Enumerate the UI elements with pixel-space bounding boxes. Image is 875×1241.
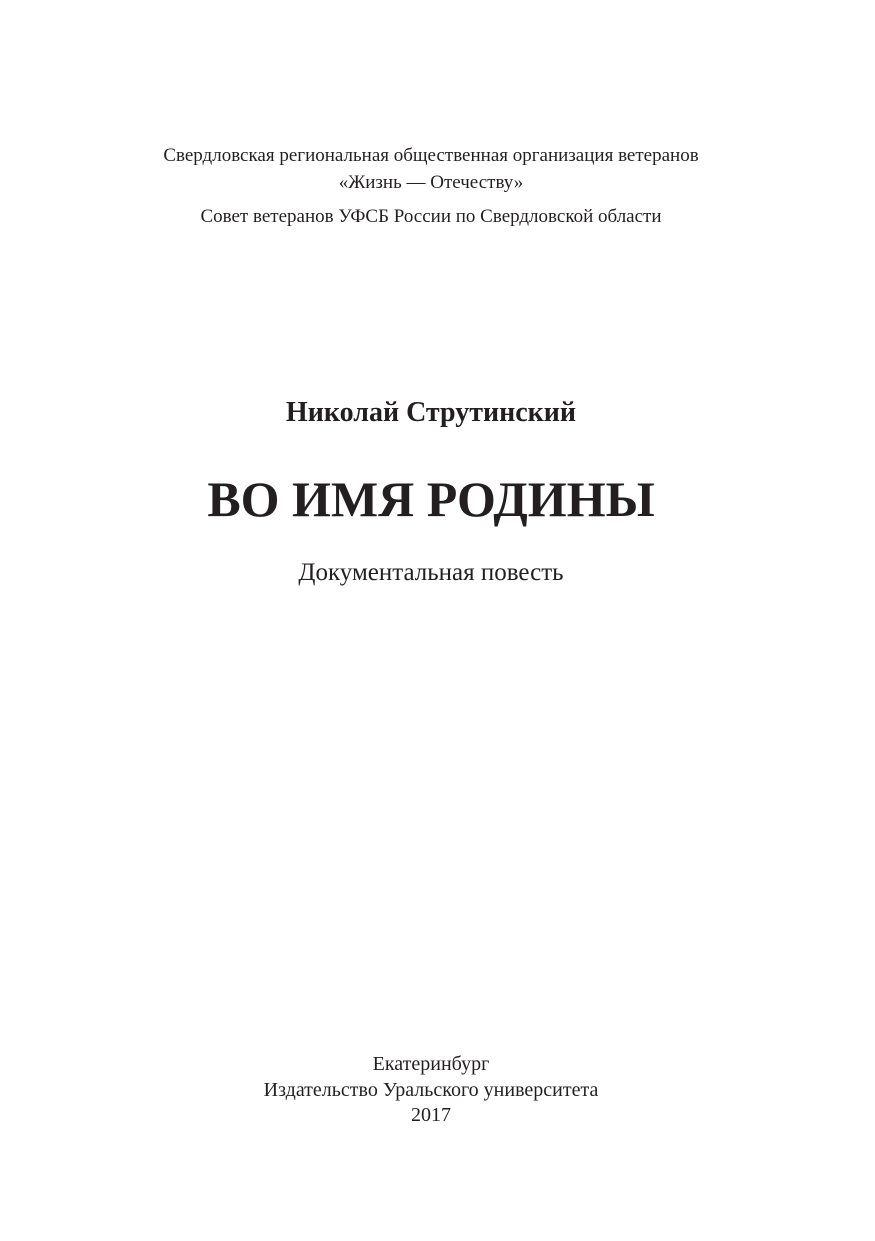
publication-year: 2017 (411, 1104, 451, 1126)
author-name: Николай Струтинский (285, 397, 577, 428)
book-subtitle: Документальная повесть (298, 559, 564, 586)
organization-name-line: Свердловская региональная общественная организация ветеранов (163, 145, 699, 166)
veterans-council-line: Совет ветеранов УФСБ России по Свердловской области (200, 206, 662, 227)
publisher-name: Издательство Уральского университета (263, 1079, 599, 1101)
publication-city: Екатеринбург (372, 1053, 490, 1075)
book-title: ВО ИМЯ РОДИНЫ (207, 471, 655, 527)
organization-name-line: «Жизнь — Отечеству» (338, 172, 524, 193)
